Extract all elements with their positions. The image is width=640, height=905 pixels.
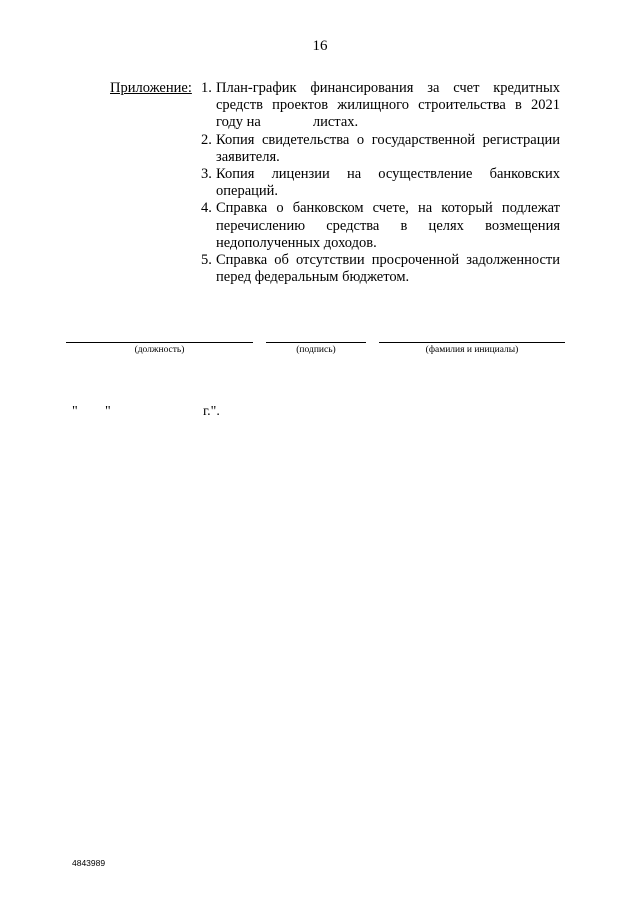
attachment-text: Справка о банковском счете, на который подлежат перечислению средства в целях возмещения недополученных доходов. [216,200,560,251]
document-code: 4843989 [72,858,106,868]
page-number: 16 [312,38,328,54]
attachment-number: 5. [201,252,212,269]
attachment-text: Справка об отсутствии просроченной задолженности перед федеральным бюджетом. [216,252,560,286]
attachment-number: 4. [201,200,212,217]
attachment-item [201,80,560,132]
attachment-number: 1. [201,80,212,96]
attachments-list [201,80,560,286]
name-line [379,342,565,343]
attachment-number: 2. [201,131,212,148]
attachment-text: План-график финансирования за счет кредитных средств проектов жилищного строительства в 2021 году на листах. [216,80,560,131]
name-caption: (фамилия и инициалы) [425,345,519,355]
attachment-text: Копия свидетельства о государственной регистрации заявителя. [216,131,560,165]
signature-caption: (подпись) [296,345,336,355]
attachment-number: 3. [201,166,212,183]
attachment-item [201,166,560,200]
attachment-text: Копия лицензии на осуществление банковских операций. [216,166,560,200]
attachment-item [201,252,560,286]
date-open-quote: " [72,404,78,419]
position-caption: (должность) [134,345,185,355]
position-line [66,342,253,343]
attachment-item [201,200,560,252]
signature-line [266,342,366,343]
signature-block [0,342,640,362]
date-close-quote: " [105,404,111,419]
attachment-item [201,132,560,166]
attachments-label: Приложение: [110,80,192,96]
date-year-suffix: г.". [203,404,220,419]
